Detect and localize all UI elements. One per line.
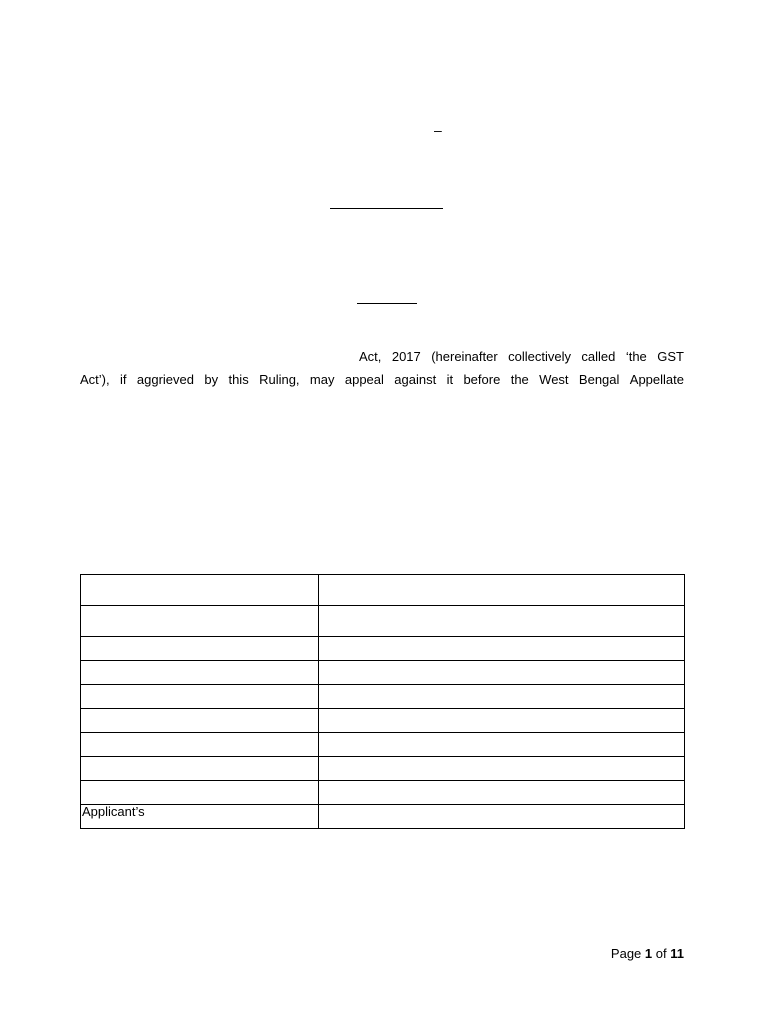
table-label-cell: [81, 606, 319, 637]
word: the: [510, 372, 529, 387]
table-row: [81, 637, 685, 661]
paragraph-line-2: [80, 372, 684, 388]
table-label-cell: [81, 685, 319, 709]
word: by: [204, 372, 219, 387]
table-label-cell: [81, 637, 319, 661]
word: Act,: [359, 349, 382, 364]
word: Ruling,: [259, 372, 300, 387]
word: against: [394, 372, 437, 387]
word: called: [581, 349, 616, 364]
footer-of-word: of: [655, 946, 667, 961]
table-row: [81, 733, 685, 757]
word: before: [463, 372, 501, 387]
word: West: [539, 372, 569, 387]
table-row: [81, 709, 685, 733]
word: appeal: [344, 372, 384, 387]
word: Bengal: [578, 372, 620, 387]
word: GST: [657, 349, 684, 364]
table-value-cell: [319, 733, 685, 757]
page-footer: [604, 946, 684, 962]
word: aggrieved: [136, 372, 194, 387]
subtitle-underline: [357, 303, 417, 304]
footer-current-page: 1: [644, 946, 653, 961]
table-value-cell: [319, 637, 685, 661]
table-value-cell: [319, 757, 685, 781]
applicant-details-table: [80, 574, 685, 829]
footer-total-pages: 11: [670, 946, 684, 961]
word: it: [446, 372, 454, 387]
paragraph-line-1: [359, 349, 684, 365]
word: this: [228, 372, 249, 387]
table-label-cell: [81, 575, 319, 606]
word: 2017: [391, 349, 421, 364]
table-label-cell: Applicant’s: [81, 805, 319, 829]
table-row: [81, 606, 685, 637]
word: Appellate: [629, 372, 684, 387]
table-label-cell: [81, 757, 319, 781]
table-value-cell: [319, 685, 685, 709]
word: ‘the: [625, 349, 647, 364]
table-label-cell: [81, 661, 319, 685]
word: Act’),: [80, 372, 110, 387]
table-row: [81, 781, 685, 805]
table-value-cell: [319, 575, 685, 606]
word: collectively: [508, 349, 571, 364]
table-row: [81, 575, 685, 606]
header-dash: –: [434, 122, 442, 138]
word: if: [120, 372, 127, 387]
title-underline: [330, 208, 443, 209]
table-label-cell: [81, 733, 319, 757]
table-row: [81, 757, 685, 781]
word: (hereinafter: [431, 349, 498, 364]
footer-page-word: Page: [610, 946, 642, 961]
table-row: [81, 805, 685, 829]
table-value-cell: [319, 781, 685, 805]
table-value-cell: [319, 709, 685, 733]
table-label-cell: [81, 781, 319, 805]
word: may: [309, 372, 335, 387]
table-value-cell: [319, 661, 685, 685]
table-row: [81, 685, 685, 709]
table-value-cell: [319, 805, 685, 829]
table-label-cell: [81, 709, 319, 733]
table-row: [81, 661, 685, 685]
table-value-cell: [319, 606, 685, 637]
